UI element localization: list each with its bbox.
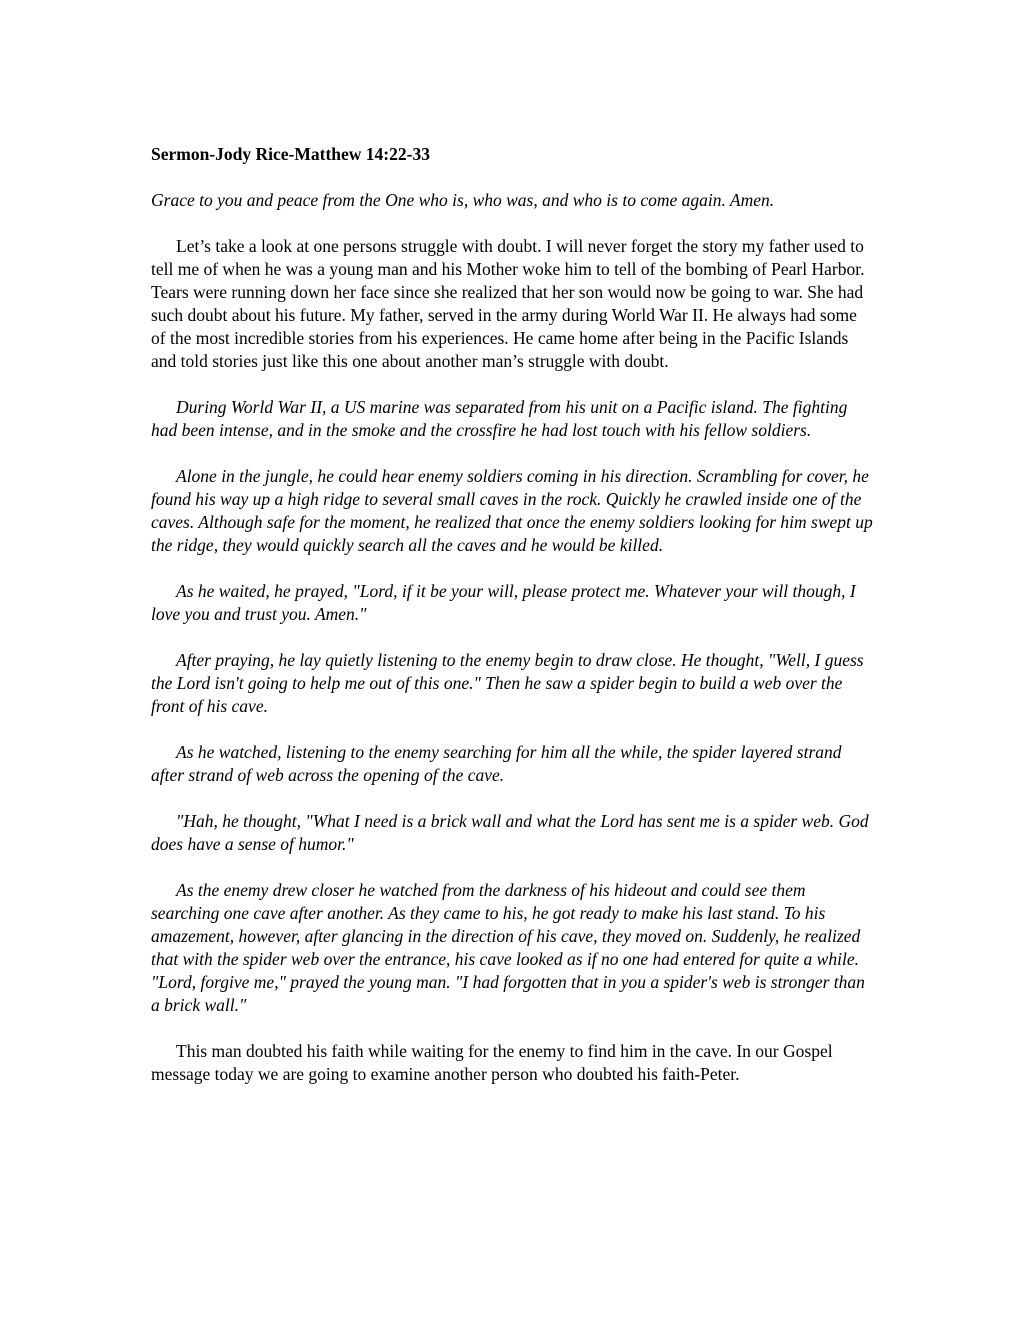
story-paragraph: Alone in the jungle, he could hear enemy soldiers coming in his direction. Scrambling for cover, he found his way up a high ridge to several small caves in the rock. Quickly he crawled inside one of the caves. Although safe for the moment, he realized that once the enemy soldiers looking for him swept up the ridge, they would quickly search all the caves and he would be killed. (151, 466, 873, 555)
document-page (151, 143, 873, 1109)
story-paragraph: As he watched, listening to the enemy searching for him all the while, the spider layered strand after strand of web across the opening of the cave. (151, 742, 842, 785)
story-paragraph: During World War II, a US marine was separated from his unit on a Pacific island. The fighting had been intense, and in the smoke and the crossfire he had lost touch with his fellow soldiers. (151, 397, 848, 440)
story-paragraph: After praying, he lay quietly listening to the enemy begin to draw close. He thought, "Well, I guess the Lord isn't going to help me out of this one." Then he saw a spider begin to build a web over the front of his cave. (151, 650, 864, 716)
document-title: Sermon-Jody Rice-Matthew 14:22-33 (151, 144, 430, 164)
paragraph-intro: Let’s take a look at one persons struggle with doubt. I will never forget the story my father used to tell me of when he was a young man and his Mother woke him to tell of the bombing of Pearl Harbor. Tears were running down her face since she realized that her son would now be going to war. She had such doubt about his future. My father, served in the army during World War II. He always had some of the most incredible stories from his experiences. He came home after being in the Pacific Islands and told stories just like this one about another man’s struggle with doubt. (151, 236, 865, 371)
paragraph-conclusion: This man doubted his faith while waiting for the enemy to find him in the cave. In our Gospel message today we are going to examine another person who doubted his faith-Peter. (151, 1041, 833, 1084)
story-paragraph: As he waited, he prayed, "Lord, if it be your will, please protect me. Whatever your will though, I love you and trust you. Amen." (151, 581, 856, 624)
story-paragraph: As the enemy drew closer he watched from the darkness of his hideout and could see them searching one cave after another. As they came to his, he got ready to make his last stand. To his amazement, however, after glancing in the direction of his cave, they moved on. Suddenly, he realized that with the spider web over the entrance, his cave looked as if no one had entered for quite a while. "Lord, forgive me," prayed the young man. "I had forgotten that in you a spider's web is stronger than a brick wall." (151, 880, 865, 1015)
greeting: Grace to you and peace from the One who is, who was, and who is to come again. Amen. (151, 190, 775, 210)
story-paragraph: "Hah, he thought, "What I need is a brick wall and what the Lord has sent me is a spider web. God does have a sense of humor." (151, 811, 869, 854)
